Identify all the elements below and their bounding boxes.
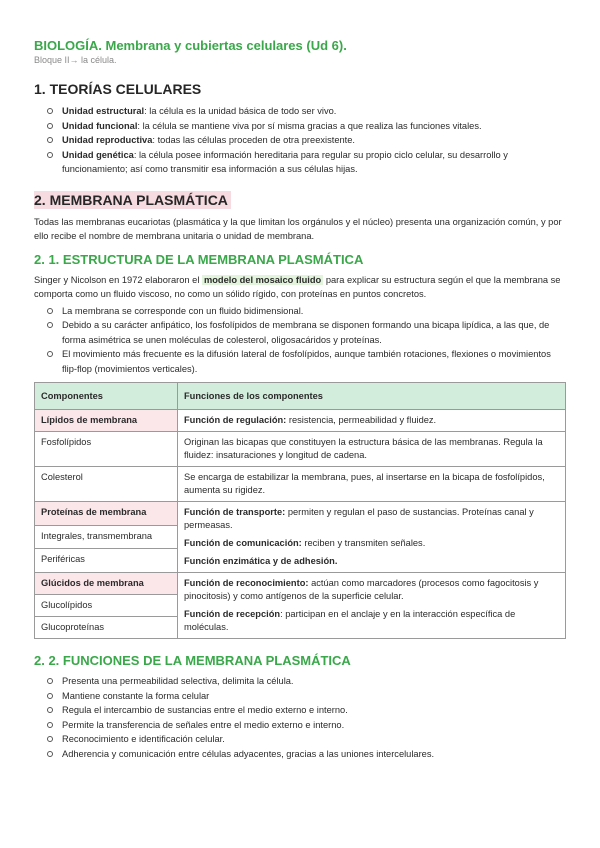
list-item: El movimiento más frecuente es la difusión lateral de fosfolípidos, aunque también rotaciones, flexiones o movimientos flip-flop (movimientos verticales).: [62, 347, 566, 376]
document-title: BIOLOGÍA. Membrana y cubiertas celulares (Ud 6).: [34, 38, 347, 53]
term: Unidad funcional: [62, 120, 138, 131]
table-cell: Glucoproteínas: [35, 617, 178, 639]
term: Unidad reproductiva: [62, 135, 153, 145]
table-cell: Integrales, transmembrana: [35, 525, 178, 549]
list-item: [62, 148, 566, 177]
functions-list: [34, 674, 566, 761]
list-item: [62, 133, 566, 148]
cell-theories-list: [34, 104, 566, 177]
table-cell: [178, 410, 566, 432]
function-label: Función de reconocimiento:: [184, 578, 309, 588]
term-text: : la célula es la unidad básica de todo ser vivo.: [144, 106, 337, 116]
table-row: [35, 573, 566, 595]
table-cell: [178, 573, 566, 639]
table-row: [35, 432, 566, 467]
list-item: [62, 104, 566, 119]
table-cell: Fosfolípidos: [35, 432, 178, 467]
list-item: Debido a su carácter anfipático, los fosfolípidos de membrana se disponen formando una bicapa lipídica, a las que, de forma asimétrica se unen moléculas de colesterol, oligosacáridos y proteínas.: [62, 318, 566, 347]
table-row: [35, 502, 566, 526]
section-2-1-paragraph: [34, 273, 566, 302]
section-2-paragraph: Todas las membranas eucariotas (plasmática y la que limitan los orgánulos y el núcleo) presenta una organización común, y por ello recibe el nombre de membrana unitaria o unidad de membrana.: [34, 216, 562, 241]
list-item: Permite la transferencia de señales entre el medio externo e interno.: [62, 718, 566, 733]
function-label: Función enzimática y de adhesión.: [184, 556, 338, 566]
list-item: Presenta una permeabilidad selectiva, delimita la célula.: [62, 674, 566, 689]
highlighted-term: modelo del mosaico fluido: [203, 274, 322, 285]
structure-list: [34, 304, 566, 377]
function-line: [184, 577, 559, 603]
table-cell: Lípidos de membrana: [35, 410, 178, 432]
table-cell: Glucolípidos: [35, 595, 178, 617]
function-text: actúan como marcadores (procesos como fagocitosis y pinocitosis) y como antígenos de la superficie celular.: [184, 578, 539, 601]
function-label: Función de comunicación:: [184, 538, 302, 548]
table-cell: [178, 502, 566, 573]
function-label: Función de transporte:: [184, 507, 286, 517]
document-subtitle: Bloque II→ la célula.: [34, 55, 117, 65]
term: Unidad genética: [62, 149, 134, 160]
list-item: La membrana se corresponde con un fluido bidimensional.: [62, 304, 566, 319]
function-text: permiten y regulan el paso de sustancias. Proteínas canal y permeasas.: [184, 507, 534, 530]
function-text: resistencia, permeabilidad y fluidez.: [286, 415, 437, 425]
function-label: Función de recepción: [184, 609, 281, 619]
section-2-2-title: 2. 2. FUNCIONES DE LA MEMBRANA PLASMÁTICA: [34, 653, 351, 668]
function-text: : participan en el anclaje y en la interacción específica de moléculas.: [184, 609, 516, 632]
section-1-title: 1. TEORÍAS CELULARES: [34, 81, 202, 97]
list-item: Reconocimiento e identificación celular.: [62, 732, 566, 747]
function-line: [184, 537, 559, 550]
table-row: [35, 467, 566, 502]
function-text: reciben y transmiten señales.: [301, 538, 426, 548]
table-cell: Periféricas: [35, 549, 178, 573]
table-cell: Glúcidos de membrana: [35, 573, 178, 595]
column-header: Componentes: [35, 383, 178, 410]
para-text: Singer y Nicolson en 1972 elaboraron el: [34, 274, 202, 285]
para-text: para explicar su estructura según el que la membrana se comporta como un fluido viscoso, no como un sólido rígido, con proteínas en puntos concretos.: [34, 274, 561, 299]
list-item: [62, 119, 566, 134]
list-item: Adherencia y comunicación entre células adyacentes, gracias a las uniones intercelulares.: [62, 747, 566, 762]
section-2-title: [34, 191, 566, 209]
table-cell: Originan las bicapas que constituyen la estructura básica de las membranas. Regula la fluidez: insaturaciones y longitud de cadena.: [178, 432, 566, 467]
function-line: [184, 506, 559, 532]
list-item: Regula el intercambio de sustancias entre el medio externo e interno.: [62, 703, 566, 718]
list-item: Mantiene constante la forma celular: [62, 689, 566, 704]
components-table: [34, 382, 566, 639]
function-label: Función de regulación:: [184, 415, 287, 425]
table-cell: Se encarga de estabilizar la membrana, pues, al insertarse en la bicapa de fosfolípidos, aumenta su rigidez.: [178, 467, 566, 502]
term-text: : todas las células proceden de otra preexistente.: [152, 135, 355, 145]
section-2-1-title: 2. 1. ESTRUCTURA DE LA MEMBRANA PLASMÁTICA: [34, 251, 364, 267]
function-line: [184, 555, 559, 568]
function-line: [184, 608, 559, 634]
term-text: : la célula posee información hereditaria para regular su propio ciclo celular, su desarrollo y funcionamiento; así como transmitir esa información a sus células hijas.: [62, 149, 508, 174]
term: Unidad estructural: [62, 106, 145, 116]
table-cell: Colesterol: [35, 467, 178, 502]
table-header-row: [35, 383, 566, 410]
table-row: [35, 410, 566, 432]
table-cell: Proteínas de membrana: [35, 502, 178, 526]
section-2-title-text: 2. MEMBRANA PLASMÁTICA: [34, 191, 231, 209]
term-text: : la célula se mantiene viva por sí misma gracias a que realiza las funciones vitales.: [137, 120, 482, 131]
column-header: Funciones de los componentes: [178, 383, 566, 410]
